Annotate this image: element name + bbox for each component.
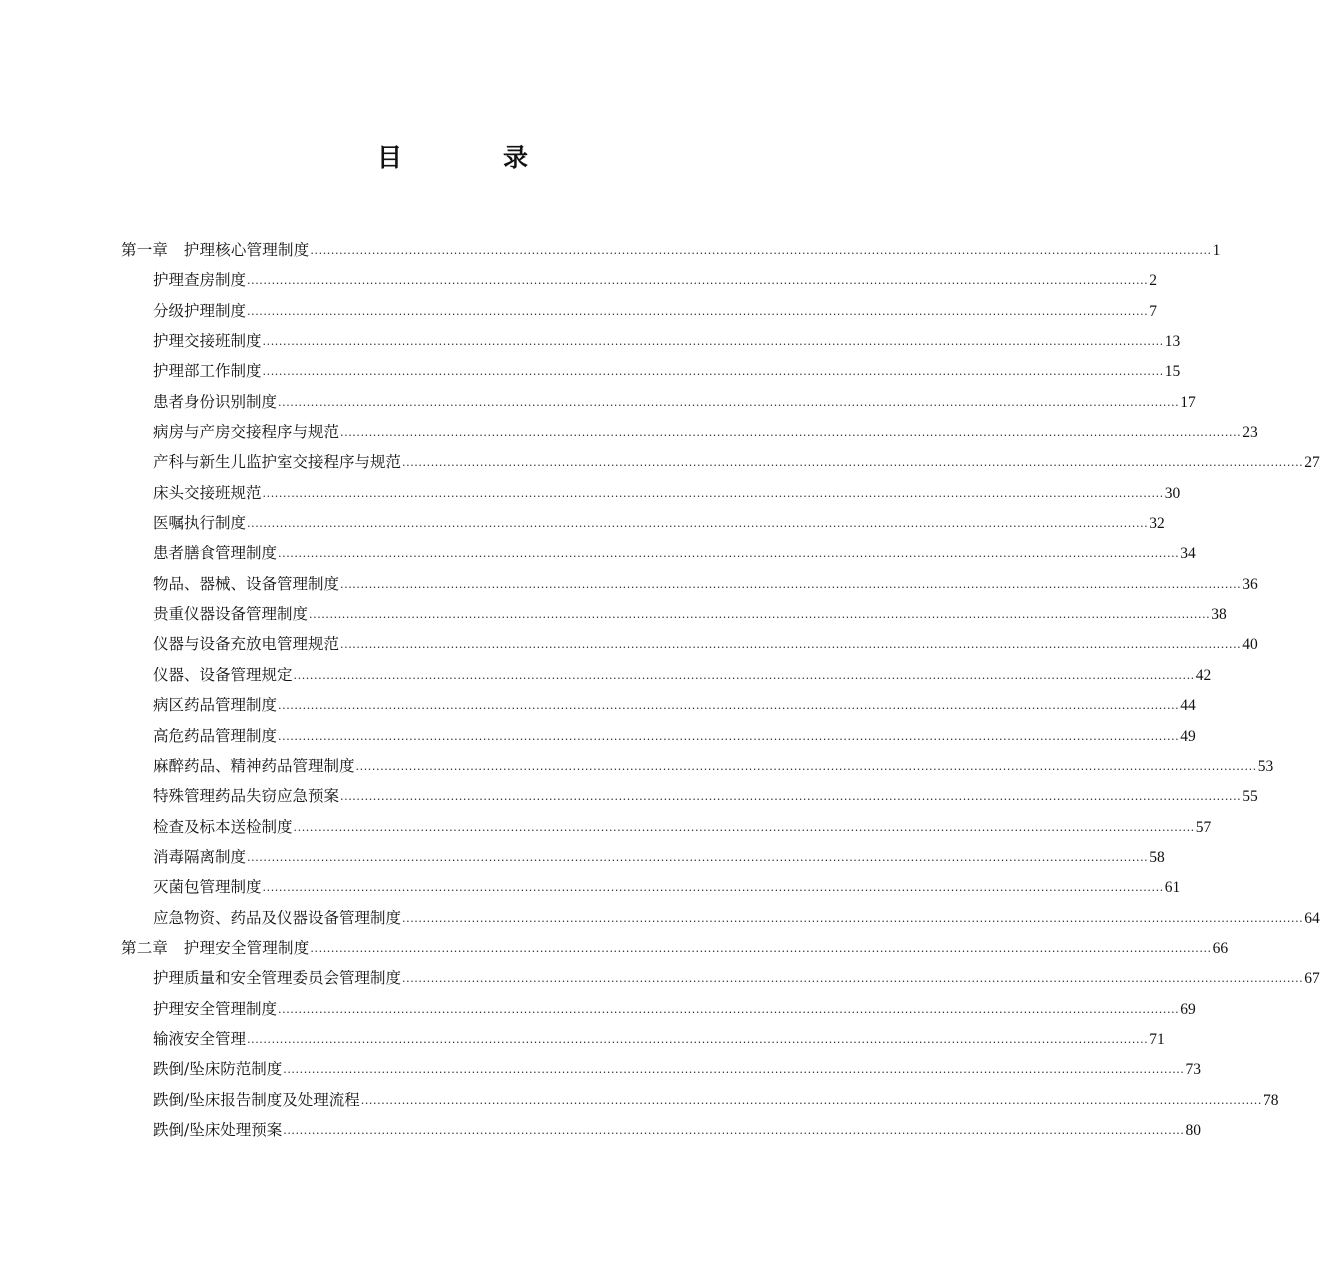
toc-entry-label: 病区药品管理制度 bbox=[153, 696, 278, 715]
toc-entry[interactable] bbox=[121, 599, 1227, 629]
toc-entry[interactable] bbox=[121, 326, 1181, 356]
toc-entry-label: 贵重仪器设备管理制度 bbox=[153, 605, 309, 624]
toc-entry-label: 护理交接班制度 bbox=[153, 332, 262, 351]
dot-leader: ............................................................................................................................................................................................................................ bbox=[247, 274, 1149, 288]
toc-entry-label: 第二章 护理安全管理制度 bbox=[121, 938, 310, 957]
dot-leader: ............................................................................................................................................................................................................................ bbox=[340, 790, 1242, 804]
toc-entry[interactable] bbox=[121, 265, 1158, 295]
toc-entry[interactable] bbox=[121, 356, 1181, 386]
toc-entry[interactable] bbox=[121, 903, 1320, 933]
toc-entry-label: 仪器、设备管理规定 bbox=[153, 665, 293, 684]
toc-entry-label: 消毒隔离制度 bbox=[153, 847, 247, 866]
dot-leader: ............................................................................................................................................................................................................................ bbox=[262, 365, 1164, 379]
toc-entry-label: 护理安全管理制度 bbox=[153, 999, 278, 1018]
toc-page-number: 53 bbox=[1257, 757, 1274, 775]
dot-leader: ............................................................................................................................................................................................................................ bbox=[278, 729, 1180, 743]
toc-page-number: 55 bbox=[1242, 788, 1258, 806]
dot-leader: ............................................................................................................................................................................................................................ bbox=[402, 456, 1304, 470]
toc-entry-label: 患者身份识别制度 bbox=[153, 392, 278, 411]
toc-entry-label: 产科与新生儿监护室交接程序与规范 bbox=[153, 453, 402, 472]
toc-page-number: 32 bbox=[1149, 515, 1165, 533]
toc-entry[interactable] bbox=[121, 1115, 1201, 1145]
toc-entry-label: 检查及标本送检制度 bbox=[153, 817, 293, 836]
toc-entry[interactable] bbox=[121, 660, 1212, 690]
dot-leader: ............................................................................................................................................................................................................................ bbox=[247, 1032, 1149, 1046]
dot-leader: ............................................................................................................................................................................................................................ bbox=[355, 759, 1257, 773]
dot-leader: ............................................................................................................................................................................................................................ bbox=[402, 972, 1304, 986]
toc-entry-label: 护理质量和安全管理委员会管理制度 bbox=[153, 969, 402, 988]
toc-page-number: 49 bbox=[1180, 727, 1196, 745]
toc-page-number: 40 bbox=[1242, 636, 1258, 654]
toc-page-number: 13 bbox=[1164, 333, 1181, 351]
dot-leader: ............................................................................................................................................................................................................................ bbox=[262, 335, 1164, 349]
toc-entry[interactable] bbox=[121, 721, 1196, 751]
toc-page-number: 69 bbox=[1180, 1000, 1196, 1018]
toc-entry[interactable] bbox=[121, 508, 1165, 538]
toc-chapter-entry[interactable] bbox=[121, 933, 1229, 963]
toc-page-number: 71 bbox=[1149, 1030, 1165, 1048]
dot-leader: ............................................................................................................................................................................................................................ bbox=[293, 820, 1195, 834]
toc-entry-label: 高危药品管理制度 bbox=[153, 726, 278, 745]
toc-page-number: 2 bbox=[1149, 272, 1158, 290]
dot-leader: ............................................................................................................................................................................................................................ bbox=[310, 941, 1212, 955]
dot-leader: ............................................................................................................................................................................................................................ bbox=[283, 1063, 1185, 1077]
toc-entry[interactable] bbox=[121, 963, 1320, 993]
dot-leader: ............................................................................................................................................................................................................................ bbox=[278, 1002, 1180, 1016]
toc-entry-label: 医嘱执行制度 bbox=[153, 514, 247, 533]
toc-page-number: 64 bbox=[1304, 909, 1320, 927]
dot-leader: ............................................................................................................................................................................................................................ bbox=[310, 244, 1212, 257]
toc-page-number: 34 bbox=[1180, 545, 1196, 563]
toc-entry-label: 跌倒/坠床防范制度 bbox=[153, 1060, 283, 1079]
toc-entry[interactable] bbox=[121, 447, 1320, 477]
toc-page-number: 23 bbox=[1242, 424, 1258, 442]
dot-leader: ............................................................................................................................................................................................................................ bbox=[293, 668, 1195, 682]
toc-page-number: 17 bbox=[1180, 393, 1196, 411]
toc-page-number: 57 bbox=[1195, 818, 1212, 836]
page-title: 目 录 bbox=[376, 143, 566, 172]
toc-page-number: 67 bbox=[1304, 970, 1320, 988]
toc-page-number: 78 bbox=[1262, 1091, 1279, 1109]
toc-entry-label: 麻醉药品、精神药品管理制度 bbox=[153, 756, 355, 775]
toc-entry-label: 护理查房制度 bbox=[153, 271, 247, 290]
toc-page-number: 58 bbox=[1149, 848, 1165, 866]
toc-entry[interactable] bbox=[121, 569, 1258, 599]
table-of-contents bbox=[121, 235, 1320, 1145]
toc-page-number: 7 bbox=[1149, 302, 1158, 320]
dot-leader: ............................................................................................................................................................................................................................ bbox=[262, 881, 1164, 895]
toc-entry[interactable] bbox=[121, 387, 1196, 417]
dot-leader: ............................................................................................................................................................................................................................ bbox=[402, 911, 1304, 925]
toc-entry[interactable] bbox=[121, 812, 1212, 842]
dot-leader: ............................................................................................................................................................................................................................ bbox=[309, 608, 1211, 622]
toc-entry[interactable] bbox=[121, 690, 1196, 720]
toc-page-number: 42 bbox=[1195, 666, 1212, 684]
toc-page-number: 30 bbox=[1164, 484, 1181, 502]
toc-page-number: 27 bbox=[1304, 454, 1320, 472]
toc-entry-label: 输液安全管理 bbox=[153, 1029, 247, 1048]
toc-entry[interactable] bbox=[121, 417, 1258, 447]
dot-leader: ............................................................................................................................................................................................................................ bbox=[340, 638, 1242, 652]
toc-entry[interactable] bbox=[121, 781, 1258, 811]
toc-entry[interactable] bbox=[121, 842, 1165, 872]
toc-page-number: 15 bbox=[1164, 363, 1181, 381]
dot-leader: ............................................................................................................................................................................................................................ bbox=[360, 1093, 1262, 1107]
toc-page-number: 80 bbox=[1185, 1121, 1201, 1139]
toc-entry-label: 特殊管理药品失窃应急预案 bbox=[153, 787, 340, 806]
toc-entry-label: 床头交接班规范 bbox=[153, 483, 262, 502]
toc-entry[interactable] bbox=[121, 629, 1258, 659]
toc-page-number: 1 bbox=[1212, 242, 1221, 259]
toc-entry[interactable] bbox=[121, 296, 1158, 326]
dot-leader: ............................................................................................................................................................................................................................ bbox=[340, 577, 1242, 591]
toc-page-number: 61 bbox=[1164, 879, 1181, 897]
dot-leader: ............................................................................................................................................................................................................................ bbox=[247, 517, 1149, 531]
toc-entry[interactable] bbox=[121, 872, 1181, 902]
toc-entry-label: 应急物资、药品及仪器设备管理制度 bbox=[153, 908, 402, 927]
toc-entry[interactable] bbox=[121, 1085, 1279, 1115]
toc-entry-label: 仪器与设备充放电管理规范 bbox=[153, 635, 340, 654]
toc-page-number: 36 bbox=[1242, 575, 1258, 593]
dot-leader: ............................................................................................................................................................................................................................ bbox=[247, 850, 1149, 864]
dot-leader: ............................................................................................................................................................................................................................ bbox=[262, 486, 1164, 500]
toc-entry-label: 灭菌包管理制度 bbox=[153, 878, 262, 897]
toc-page-number: 38 bbox=[1211, 606, 1227, 624]
toc-chapter-entry[interactable] bbox=[121, 235, 1221, 265]
toc-entry[interactable] bbox=[121, 751, 1274, 781]
toc-entry-label: 第一章 护理核心管理制度 bbox=[121, 241, 310, 259]
toc-entry-label: 病房与产房交接程序与规范 bbox=[153, 423, 340, 442]
toc-page-number: 66 bbox=[1212, 939, 1229, 957]
toc-entry-label: 护理部工作制度 bbox=[153, 362, 262, 381]
toc-entry[interactable] bbox=[121, 1054, 1201, 1084]
toc-entry-label: 跌倒/坠床处理预案 bbox=[153, 1120, 283, 1139]
toc-entry-label: 患者膳食管理制度 bbox=[153, 544, 278, 563]
toc-entry[interactable] bbox=[121, 478, 1181, 508]
dot-leader: ............................................................................................................................................................................................................................ bbox=[278, 395, 1180, 409]
toc-entry[interactable] bbox=[121, 1024, 1165, 1054]
dot-leader: ............................................................................................................................................................................................................................ bbox=[278, 699, 1180, 713]
toc-entry[interactable] bbox=[121, 994, 1196, 1024]
dot-leader: ............................................................................................................................................................................................................................ bbox=[247, 304, 1149, 318]
toc-entry-label: 物品、器械、设备管理制度 bbox=[153, 574, 340, 593]
dot-leader: ............................................................................................................................................................................................................................ bbox=[278, 547, 1180, 561]
dot-leader: ............................................................................................................................................................................................................................ bbox=[340, 426, 1242, 440]
toc-entry-label: 分级护理制度 bbox=[153, 301, 247, 320]
toc-page-number: 44 bbox=[1180, 697, 1196, 715]
dot-leader: ............................................................................................................................................................................................................................ bbox=[283, 1123, 1185, 1137]
toc-entry-label: 跌倒/坠床报告制度及处理流程 bbox=[153, 1090, 360, 1109]
toc-page-number: 73 bbox=[1185, 1061, 1201, 1079]
toc-entry[interactable] bbox=[121, 538, 1196, 568]
